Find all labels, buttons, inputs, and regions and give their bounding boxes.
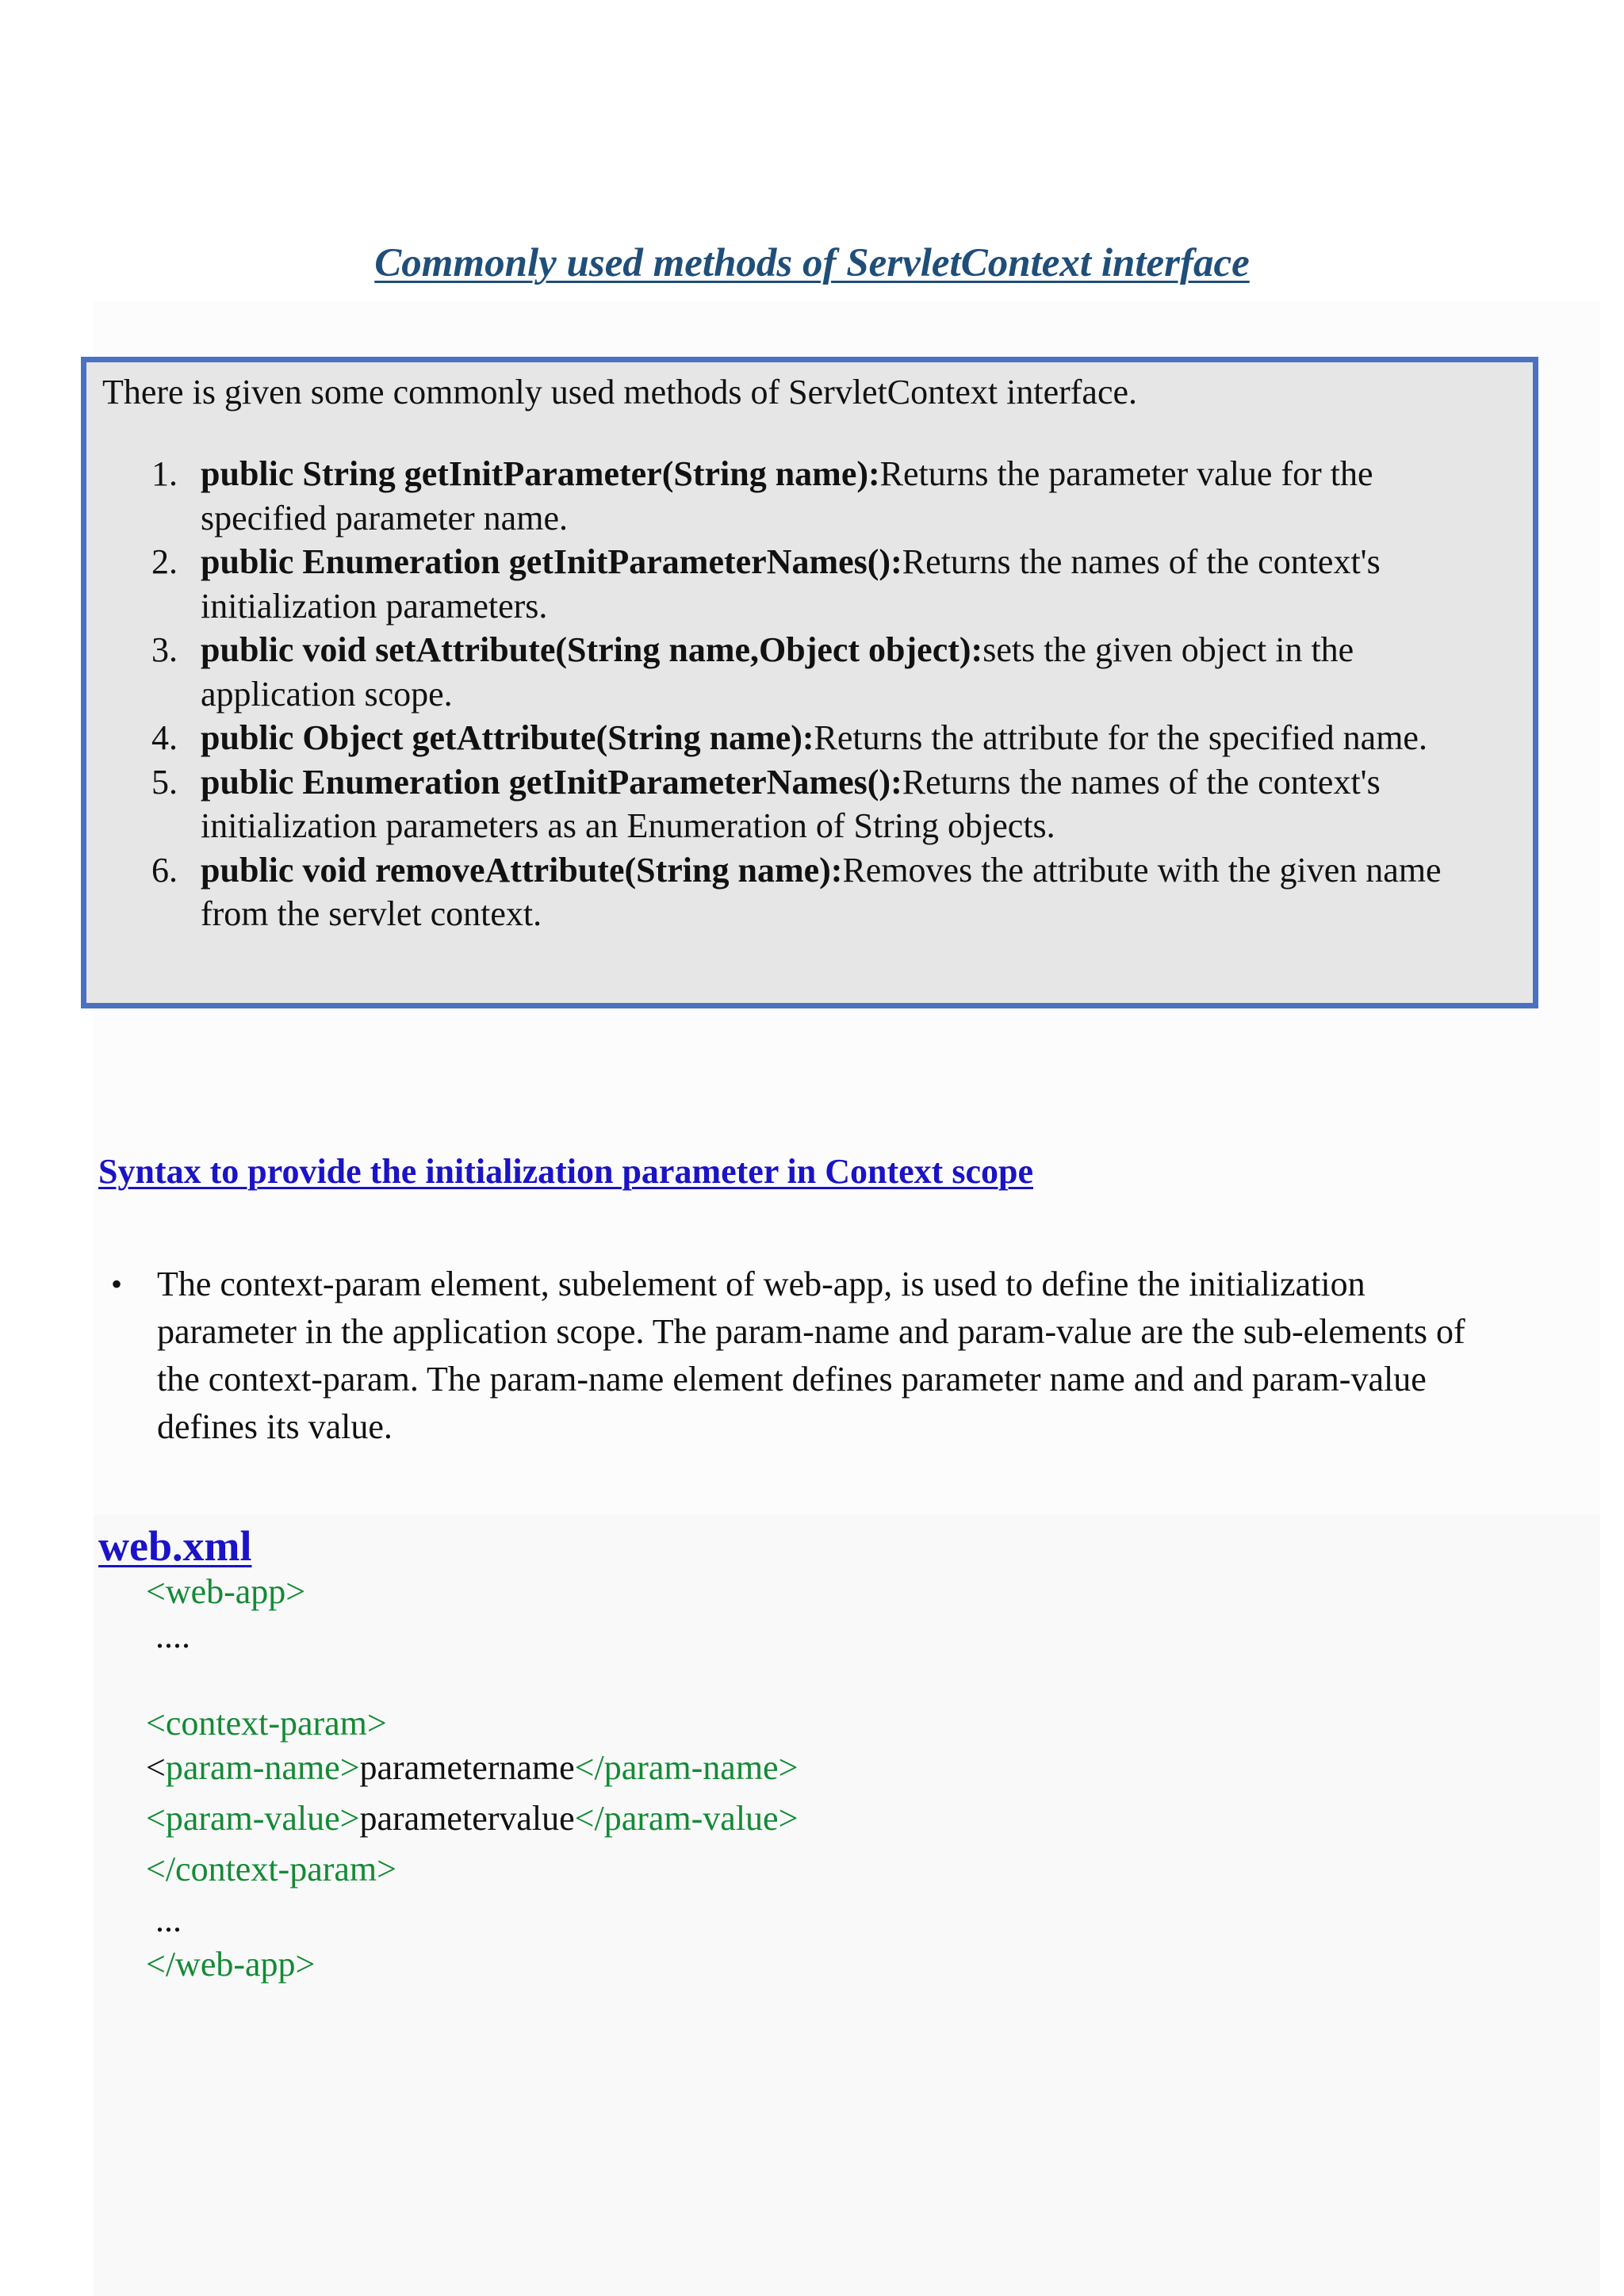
code-ellipsis: ... [155, 1900, 182, 1939]
code-line-context-param-open [146, 1701, 387, 1746]
method-item [86, 540, 1530, 628]
methods-intro: There is given some commonly used methods of ServletContext interface. [102, 373, 1138, 411]
method-number: 5. [151, 762, 178, 802]
method-description: Returns the attribute for the specified name. [814, 718, 1427, 757]
code-line-param-value [146, 1797, 798, 1841]
method-signature: public void setAttribute(String name,Object object): [201, 630, 983, 669]
method-number: 2. [151, 542, 178, 581]
syntax-heading-link[interactable]: Syntax to provide the initialization parameter in Context scope [98, 1152, 1033, 1191]
methods-box [81, 357, 1538, 1008]
code-line-web-app-open [146, 1570, 305, 1614]
web-xml-heading-link[interactable]: web.xml [98, 1522, 252, 1570]
xml-value: parametervalue [359, 1799, 575, 1838]
code-line-web-app-close [146, 1942, 315, 1987]
code-line-context-param-close [146, 1847, 396, 1892]
xml-bracket: < [146, 1748, 166, 1787]
method-signature: public String getInitParameter(String name): [201, 454, 880, 493]
code-line-ellipsis [155, 1898, 182, 1942]
method-signature: public Object getAttribute(String name): [201, 718, 814, 757]
method-item [86, 628, 1530, 716]
method-signature: public void removeAttribute(String name): [201, 850, 843, 890]
xml-tag: <context-param> [146, 1704, 387, 1743]
xml-tag: </web-app> [146, 1945, 316, 1984]
method-description: Removes the attribute with the given name from the servlet context. [201, 850, 1442, 933]
methods-list [86, 452, 1530, 936]
bullet-icon: • [111, 1266, 123, 1302]
method-description: sets the given object in the application scope. [201, 630, 1354, 714]
method-description: Returns the names of the context's initialization parameters as an Enumeration of String objects. [201, 762, 1381, 845]
method-number: 3. [151, 630, 178, 669]
code-line-param-name [146, 1746, 798, 1790]
method-item [86, 716, 1530, 760]
xml-tag: <param-value> [146, 1799, 360, 1838]
method-item [86, 848, 1530, 936]
xml-tag: </param-name> [574, 1748, 799, 1787]
xml-value: parametername [359, 1748, 575, 1787]
method-signature: public Enumeration getInitParameterNames(): [201, 542, 902, 581]
code-line-ellipsis [155, 1614, 190, 1659]
xml-tag: </param-value> [574, 1799, 799, 1838]
xml-tag: <web-app> [146, 1572, 306, 1611]
method-item [86, 760, 1530, 848]
method-description: Returns the names of the context's initialization parameters. [201, 542, 1381, 626]
code-ellipsis: .... [155, 1617, 190, 1655]
page-title: Commonly used methods of ServletContext interface [374, 241, 1250, 285]
xml-tag: </context-param> [146, 1850, 396, 1888]
method-signature: public Enumeration getInitParameterNames(): [201, 762, 902, 802]
method-number: 6. [151, 850, 178, 890]
code-background [94, 1514, 1600, 2296]
method-item [86, 452, 1530, 540]
bullet-text: The context-param element, subelement of web-app, is used to define the initialization parameter in the application scope. The param-name and param-value are the sub-elements of the context-param. The param-name element defines parameter name and and param-value defines its value. [157, 1265, 1465, 1446]
method-description: Returns the parameter value for the specified parameter name. [201, 454, 1373, 538]
method-number: 4. [151, 718, 178, 757]
bullet-paragraph [98, 1261, 1510, 1451]
method-number: 1. [151, 454, 178, 493]
xml-tag: param-name> [165, 1748, 360, 1787]
